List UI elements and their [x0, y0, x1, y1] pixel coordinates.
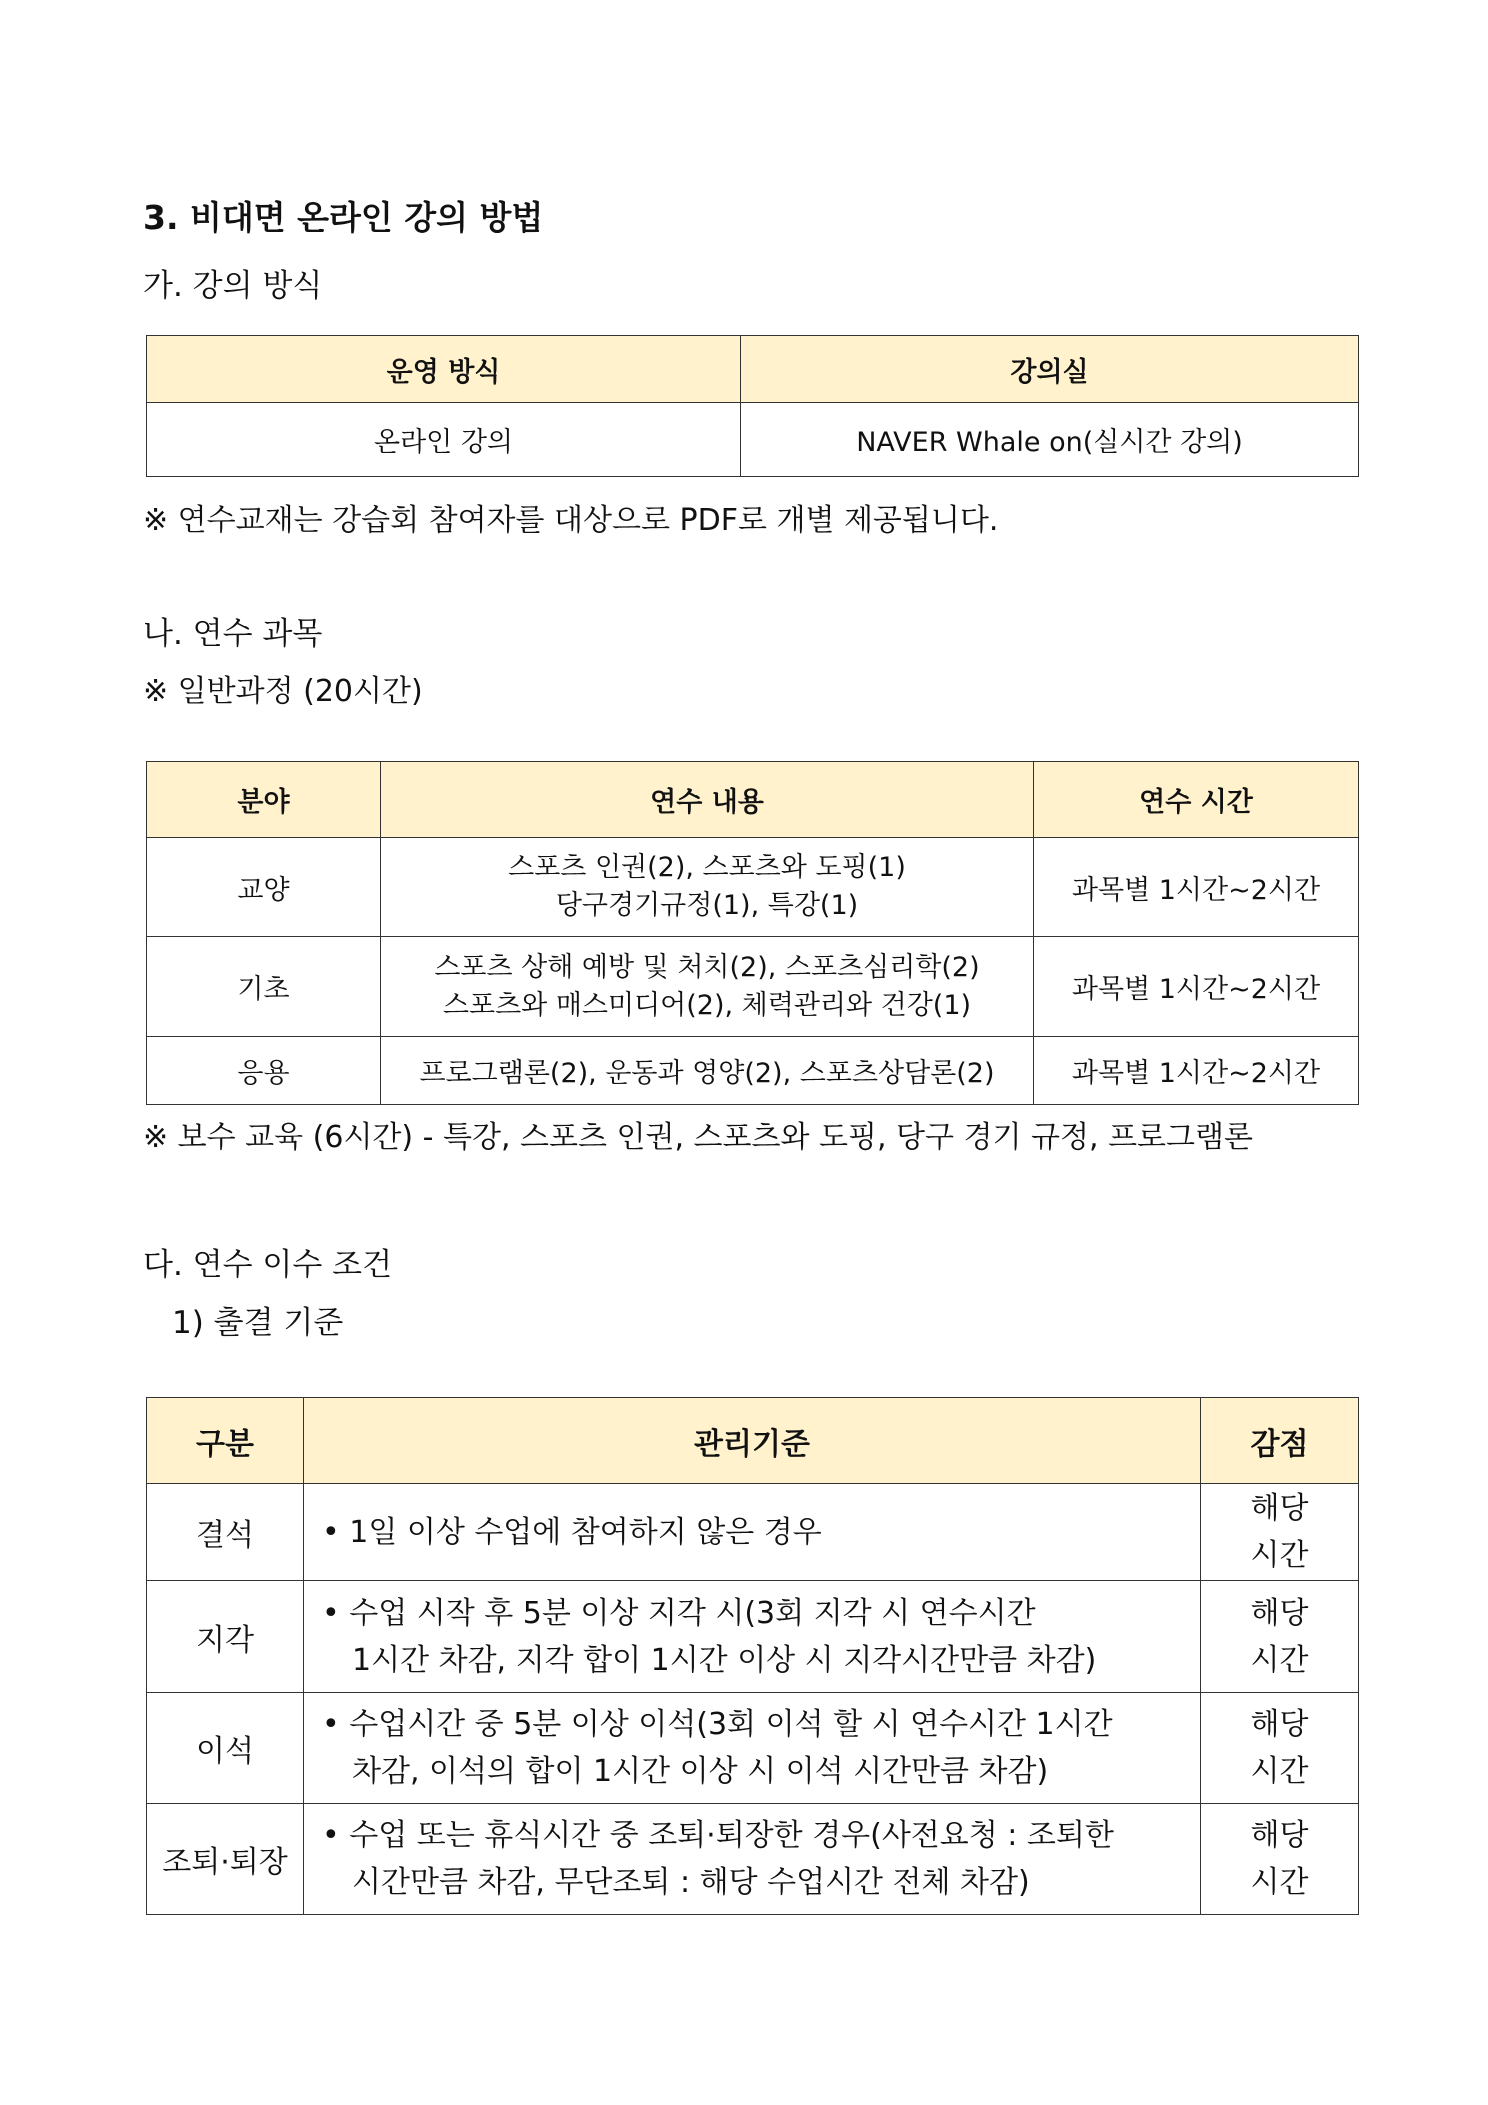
criteria-line: • 1일 이상 수업에 참여하지 않은 경우 [322, 1514, 822, 1550]
content-cell [381, 838, 1034, 937]
time-cell: 과목별 1시간~2시간 [1034, 937, 1359, 1037]
attendance-criteria-heading: 1) 출결 기준 [172, 1305, 344, 1341]
type-cell: 이석 [147, 1693, 304, 1804]
content-line: 스포츠 인권(2), 스포츠와 도핑(1) [508, 852, 906, 883]
content-line: 당구경기규정(1), 특강(1) [555, 890, 859, 921]
table-header: 분야 [147, 762, 381, 838]
attendance-table [146, 1397, 1359, 1915]
criteria-line: 시간만큼 차감, 무단조퇴 : 해당 수업시간 전체 차감) [352, 1865, 1030, 1900]
subsection-b-title: 나. 연수 과목 [143, 616, 323, 652]
time-cell: 과목별 1시간~2시간 [1034, 838, 1359, 937]
criteria-cell [304, 1484, 1201, 1581]
table-row [147, 1581, 1359, 1693]
penalty-line: 시간 [1250, 1642, 1309, 1678]
general-course-note: ※ 일반과정 (20시간) [143, 674, 423, 709]
penalty-cell [1201, 1581, 1359, 1693]
criteria-cell [304, 1581, 1201, 1693]
criteria-line: • 수업 또는 휴식시간 중 조퇴·퇴장한 경우(사전요청 : 조퇴한 [322, 1818, 1114, 1853]
table-row [147, 1693, 1359, 1804]
criteria-line: 1시간 차감, 지각 합이 1시간 이상 시 지각시간만큼 차감) [352, 1642, 1097, 1678]
table-header: 관리기준 [304, 1398, 1201, 1484]
penalty-line: 시간 [1250, 1538, 1309, 1573]
field-cell: 교양 [147, 838, 381, 937]
penalty-cell [1201, 1804, 1359, 1915]
penalty-line: 해당 [1250, 1491, 1309, 1526]
table-header: 구분 [147, 1398, 304, 1484]
textbook-note: ※ 연수교재는 강습회 참여자를 대상으로 PDF로 개별 제공됩니다. [143, 503, 999, 538]
content-cell: 프로그램론(2), 운동과 영양(2), 스포츠상담론(2) [381, 1037, 1034, 1105]
penalty-cell [1201, 1693, 1359, 1804]
field-cell: 응용 [147, 1037, 381, 1105]
type-cell: 지각 [147, 1581, 304, 1693]
type-cell: 결석 [147, 1484, 304, 1581]
table-row [147, 1037, 1359, 1105]
table-header: 연수 시간 [1034, 762, 1359, 838]
penalty-line: 시간 [1250, 1754, 1309, 1789]
penalty-cell [1201, 1484, 1359, 1581]
criteria-cell [304, 1804, 1201, 1915]
penalty-line: 해당 [1250, 1818, 1309, 1853]
penalty-line: 해당 [1250, 1707, 1309, 1742]
penalty-line: 시간 [1250, 1865, 1309, 1900]
content-line: 스포츠 상해 예방 및 처치(2), 스포츠심리학(2) [434, 951, 980, 983]
content-line: 스포츠와 매스미디어(2), 체력관리와 건강(1) [442, 989, 972, 1021]
time-cell: 과목별 1시간~2시간 [1034, 1037, 1359, 1105]
table-row [147, 1804, 1359, 1915]
content-cell [381, 937, 1034, 1037]
penalty-line: 해당 [1250, 1595, 1309, 1631]
table-cell: NAVER Whale on(실시간 강의) [741, 403, 1359, 477]
table-row [147, 838, 1359, 937]
criteria-cell [304, 1693, 1201, 1804]
type-cell: 조퇴·퇴장 [147, 1804, 304, 1915]
lecture-method-table [146, 335, 1359, 477]
table-header: 운영 방식 [147, 336, 741, 403]
criteria-line: • 수업 시작 후 5분 이상 지각 시(3회 지각 시 연수시간 [322, 1595, 1036, 1631]
table-header: 감점 [1201, 1398, 1359, 1484]
table-cell: 온라인 강의 [147, 403, 741, 477]
criteria-line: 차감, 이석의 합이 1시간 이상 시 이석 시간만큼 차감) [352, 1754, 1049, 1789]
field-cell: 기초 [147, 937, 381, 1037]
training-subjects-table [146, 761, 1359, 1105]
table-row [147, 937, 1359, 1037]
table-header: 강의실 [741, 336, 1359, 403]
remedial-course-note: ※ 보수 교육 (6시간) - 특강, 스포츠 인권, 스포츠와 도핑, 당구 경기 규정, 프로그램론 [143, 1120, 1253, 1155]
table-header: 연수 내용 [381, 762, 1034, 838]
criteria-line: • 수업시간 중 5분 이상 이석(3회 이석 할 시 연수시간 1시간 [322, 1707, 1113, 1742]
subsection-c-title: 다. 연수 이수 조건 [143, 1247, 393, 1283]
table-row [147, 1484, 1359, 1581]
subsection-a-title: 가. 강의 방식 [143, 268, 323, 304]
section-title: 3. 비대면 온라인 강의 방법 [143, 198, 544, 237]
